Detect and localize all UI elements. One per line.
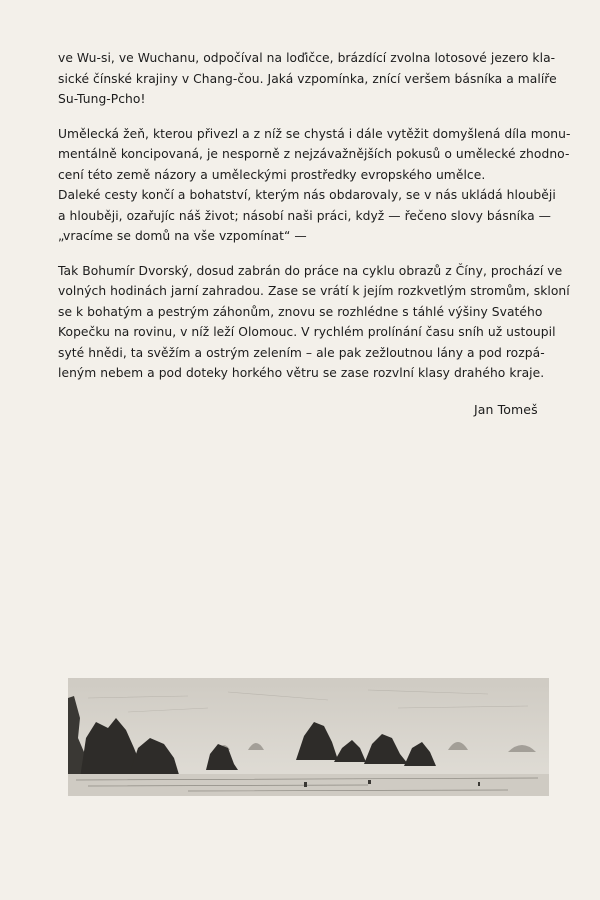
text-line: ve Wu-si, ve Wuchanu, odpočíval na loďičce, brázdící zvolna lotosové jezero kla-	[58, 51, 556, 65]
text-line: Tak Bohumír Dvorský, dosud zabrán do práce na cyklu obrazů z Číny, prochází ve	[58, 263, 563, 278]
landscape-sketch-drawing	[68, 678, 549, 796]
text-line: „vracíme se domů na vše vzpomínat“ —	[58, 229, 307, 243]
text-line: cení této země názory a uměleckými prostředky evropského umělce.	[58, 167, 486, 182]
paragraph-4	[58, 261, 570, 384]
text-line: Kopečku na rovinu, v níž leží Olomouc. V rychlém prolínání času sníh už ustoupil	[58, 325, 556, 339]
landscape-sketch-image	[68, 678, 549, 796]
article-text	[58, 48, 571, 384]
text-line: mentálně koncipovaná, je nesporně z nejzávažnějších pokusů o umělecké zhodno-	[58, 147, 570, 161]
text-line: syté hnědi, ta svěžím a ostrým zelením – ale pak zežloutnou lány a pod rozpá-	[58, 345, 545, 360]
paragraph-2	[58, 124, 571, 186]
text-line: se k bohatým a pestrým záhonům, znovu se rozhlédne s táhlé výšiny Svatého	[58, 304, 543, 319]
author-signature: Jan Tomeš	[474, 402, 538, 417]
text-line: Daleké cesty končí a bohatství, kterým nás obdarovaly, se v nás ukládá hlouběji	[58, 188, 556, 202]
text-line: volných hodinách jarní zahradou. Zase se vrátí k jejím rozkvetlým stromům, skloní	[58, 284, 570, 298]
paragraph-3	[58, 185, 556, 247]
text-line: sické čínské krajiny v Chang-čou. Jaká vzpomínka, znící veršem básníka a malíře	[58, 71, 557, 86]
text-line: leným nebem a pod doteky horkého větru se zase rozvlní klasy drahého kraje.	[58, 366, 545, 380]
text-line: Umělecká žeň, kterou přivezl a z níž se chystá i dále vytěžit domyšlená díla monu-	[58, 126, 571, 141]
paragraph-1	[58, 48, 557, 110]
text-line: Su-Tung-Pcho!	[58, 92, 146, 106]
text-line: a hlouběji, ozařujíc náš život; násobí naši práci, když — řečeno slovy básníka —	[58, 208, 551, 223]
